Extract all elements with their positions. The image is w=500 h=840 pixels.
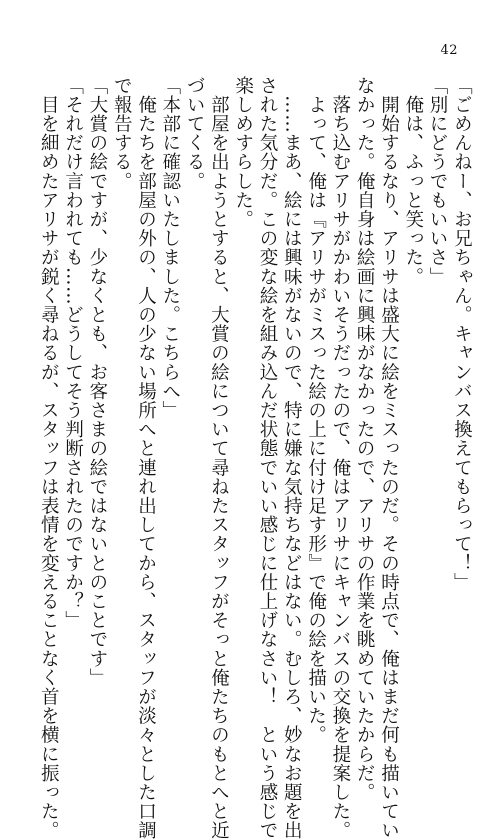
text-line: 「ごめんねー、お兄ちゃん。キャンバス換えてもらって！」: [451, 76, 473, 592]
text-line: 目を細めたアリサが鋭く尋ねるが、スタッフは表情を変えることなく首を横に振った。: [38, 76, 60, 840]
text-line: 部屋を出ようとすると、大賞の絵について尋ねたスタッフがそっと俺たちのもとへと近: [208, 76, 230, 840]
text-line: 俺たちを部屋の外の、人の少ない場所へと連れ出してから、スタッフが淡々とした口調: [135, 76, 157, 840]
text-line: 落ち込むアリサがかわいそうだったので、俺はアリサにキャンバスの交換を提案した。: [329, 76, 351, 840]
text-line: 「それだけ言われても……どうしてそう判断されたのですか？」: [62, 76, 84, 630]
page-number: 42: [440, 43, 458, 58]
text-line: づいてくる。: [184, 76, 206, 191]
text-line: された気分だ。この変な絵を組み込んだ状態でいい感じに仕上げなさい！ という感じで: [256, 76, 278, 840]
text-line: 「大賞の絵ですが、少なくとも、お客さまの絵ではないとのことです」: [86, 76, 108, 688]
text-line: で報告する。: [111, 76, 133, 191]
text-line: 「別にどうでもいいさ」: [427, 76, 449, 287]
text-line: 俺は、ふっと笑った。: [402, 76, 424, 287]
body-text: [36, 76, 473, 840]
text-line: なかった。俺自身は絵画に興味がなかったので、アリサの作業を眺めていたからだ。: [354, 76, 376, 802]
text-line: 楽しめすらした。: [232, 76, 254, 229]
text-line: 「本部に確認いたしました。こちらへ」: [159, 76, 181, 420]
vertical-text-columns: [36, 76, 473, 840]
text-line: 開始するなり、アリサは盛大に絵をミスったのだ。その時点で、俺はまだ何も描いてい: [378, 76, 400, 840]
text-line: ……まあ、絵には興味がないので、特に嫌な気持ちなどはない。むしろ、妙なお題を出: [281, 76, 303, 840]
text-line: よって、俺は『アリサがミスった絵の上に付け足す形』で俺の絵を描いた。: [305, 76, 327, 745]
